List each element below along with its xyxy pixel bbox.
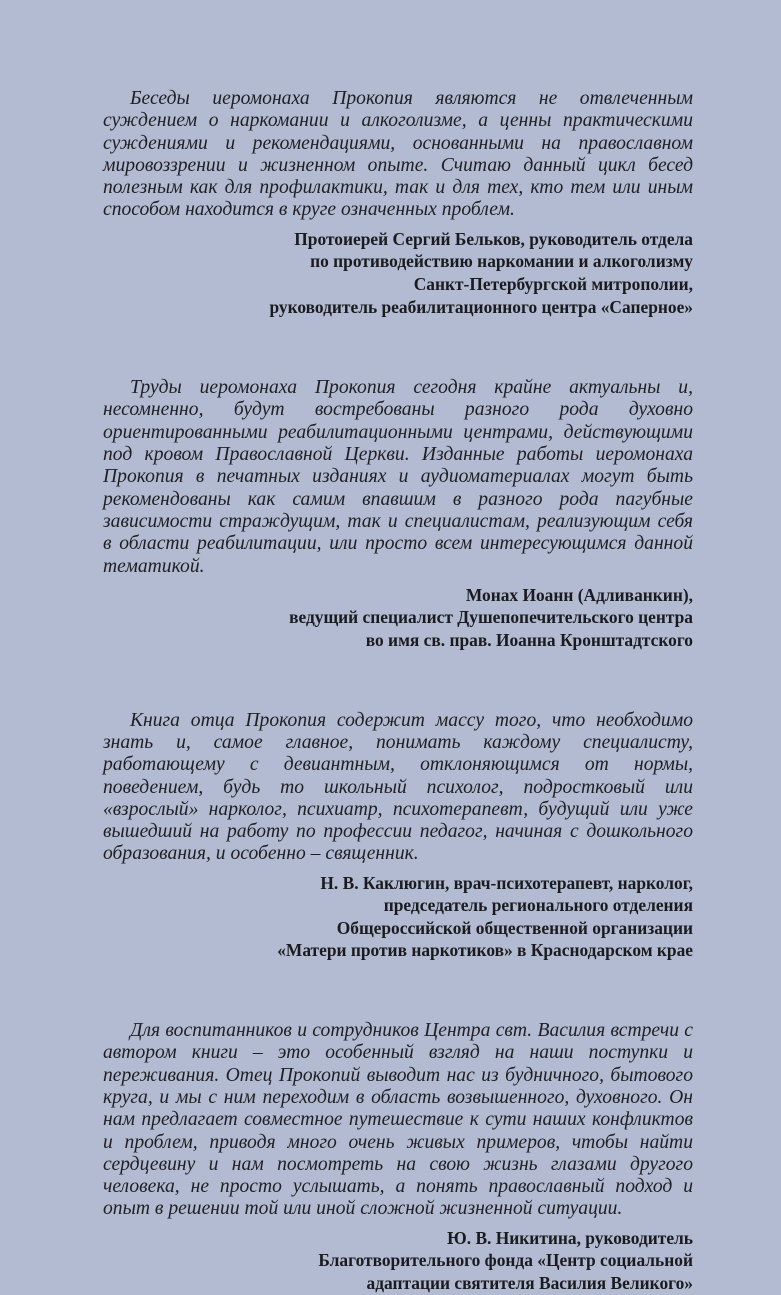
review-signature: Н. В. Каклюгин, врач-психотерапевт, нарколог, председатель регионального отделения Общероссийской общественной организации «Матери против наркотиков» в Краснодарском крае: [277, 872, 693, 961]
back-cover: [103, 88, 693, 1295]
review-signature: Монах Иоанн (Адливанкин), ведущий специалист Душепопечительского центра во имя св. прав. Иоанна Кронштадтского: [289, 584, 693, 651]
review-block-4: [103, 1020, 693, 1294]
review-quote: Книга отца Прокопия содержит массу того, что необходимо знать и, самое главное, понимать каждому специалисту, работающему с девиантным, отклоняющимся от нормы, поведением, будь то школьный психолог, подростковый или «взрослый» нарколог, психиатр, психотерапевт, будущий или уже вышедший на работу по профессии педагог, начиная с дошкольного образования, и особенно – священник.: [103, 709, 693, 865]
review-signature: Протоиерей Сергий Бельков, руководитель отдела по противодействию наркомании и алкоголизму Санкт-Петербургской митрополии, руководитель реабилитационного центра «Саперное»: [269, 228, 693, 317]
review-block-2: [103, 377, 693, 651]
review-block-3: [103, 710, 693, 962]
review-block-1: [103, 88, 693, 318]
review-quote: Беседы иеромонаха Прокопия являются не отвлеченным суждением о наркомании и алкоголизме, а ценны практическими суждениями и рекомендациями, основанными на православном мировоззрении и жизненном опыте. Считаю данный цикл бесед полезным как для профилактики, так и для тех, кто тем или иным способом находится в круге означенных проблем.: [103, 88, 693, 221]
review-quote: Труды иеромонаха Прокопия сегодня крайне актуальны и, несомненно, будут востребованы разного рода духовно ориентированными реабилитационными центрами, действующими под кровом Православной Церкви. Изданные работы иеромонаха Прокопия в печатных изданиях и аудиоматериалах могут быть рекомендованы как самим впавшим в разного рода пагубные зависимости страждущим, так и специалистам, реализующим себя в области реабилитации, или просто всем интересующимся данной тематикой.: [103, 377, 693, 577]
review-quote: Для воспитанников и сотрудников Центра свт. Василия встречи с автором книги – это особенный взгляд на наши поступки и переживания. Отец Прокопий выводит нас из будничного, бытового круга, и мы с ним переходим в область возвышенного, духовного. Он нам предлагает совместное путешествие к сути наших конфликтов и проблем, приводя много очень живых примеров, чтобы найти сердцевину и нам посмотреть на свою жизнь глазами другого человека, не просто услышать, а понять православный подход и опыт в решении той или иной сложной жизненной ситуации.: [103, 1020, 693, 1220]
review-signature: Ю. В. Никитина, руководитель Благотворительного фонда «Центр социальной адаптации святителя Василия Великого»: [318, 1227, 693, 1293]
